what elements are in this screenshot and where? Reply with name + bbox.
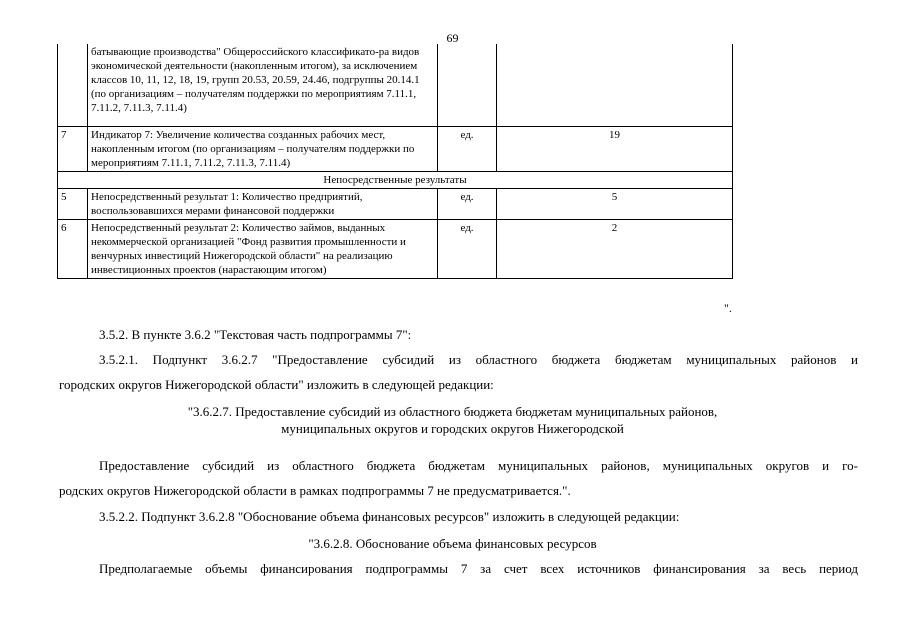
table-row <box>58 189 733 220</box>
row-number-cell <box>58 44 88 127</box>
row-number-cell: 7 <box>58 127 88 172</box>
indicators-table <box>57 44 733 279</box>
heading-3-6-2-7-line2: муниципальных округов и городских округов Нижегородской <box>281 421 624 436</box>
table-closing-quote: ". <box>724 301 732 315</box>
table-row <box>58 44 733 127</box>
table-row <box>58 127 733 172</box>
paragraph-subsidies-line2: родских округов Нижегородской области в рамках подпрограммы 7 не предусматривается.". <box>59 483 571 498</box>
paragraph-3-5-2: 3.5.2. В пункте 3.6.2 "Текстовая часть подпрограммы 7": <box>99 327 412 342</box>
paragraph-3-5-2-1-line1: 3.5.2.1. Подпункт 3.6.2.7 "Предоставление субсидий из областного бюджета бюджетам муниципальных районов и <box>99 352 858 367</box>
table-section-row <box>58 172 733 189</box>
row-number-cell: 5 <box>58 189 88 220</box>
unit-cell <box>438 44 497 127</box>
section-heading-cell: Непосредственные результаты <box>58 172 733 189</box>
page-number: 69 <box>446 31 459 45</box>
row-number-cell: 6 <box>58 220 88 279</box>
value-cell: 5 <box>497 189 733 220</box>
unit-cell: ед. <box>438 220 497 279</box>
paragraph-financing: Предполагаемые объемы финансирования подпрограммы 7 за счет всех источников финансирования за весь период <box>99 561 858 576</box>
unit-cell: ед. <box>438 189 497 220</box>
paragraph-3-5-2-2: 3.5.2.2. Подпункт 3.6.2.8 "Обоснование объема финансовых ресурсов" изложить в следующей редакции: <box>99 509 680 524</box>
indicator-text-cell: батывающие производства" Общероссийского классификато-ра видов экономической деятельности (накопленным итогом), за исключением классов 10, 11, 12, 18, 19, групп 20.53, 20.59, 24.46, подгруппы 20.14.1 (по организациям – получателям поддержки по мероприятиям 7.11.1, 7.11.2, 7.11.3, 7.11.4) <box>88 44 438 127</box>
heading-3-6-2-7-line1: "3.6.2.7. Предоставление субсидий из областного бюджета бюджетам муниципальных районов, <box>187 404 718 419</box>
heading-3-6-2-8: "3.6.2.8. Обоснование объема финансовых ресурсов <box>308 536 597 551</box>
paragraph-3-5-2-1-line2: городских округов Нижегородской области" изложить в следующей редакции: <box>59 377 494 392</box>
indicator-text-cell: Непосредственный результат 1: Количество предприятий, воспользовавшихся мерами финансовой поддержки <box>88 189 438 220</box>
indicator-text-cell: Непосредственный результат 2: Количество займов, выданных некоммерческой организацией "Фонд развития промышленности и венчурных инвестиций Нижегородской области" на реализацию инвестиционных проектов (нарастающим итогом) <box>88 220 438 279</box>
value-cell: 19 <box>497 127 733 172</box>
table-row <box>58 220 733 279</box>
indicator-text-cell: Индикатор 7: Увеличение количества созданных рабочих мест, накопленным итогом (по организациям – получателям поддержки по мероприятиям 7.11.1, 7.11.2, 7.11.3, 7.11.4) <box>88 127 438 172</box>
value-cell <box>497 44 733 127</box>
paragraph-subsidies-line1: Предоставление субсидий из областного бюджета бюджетам муниципальных районов, муниципальных округов и го- <box>99 458 858 473</box>
unit-cell: ед. <box>438 127 497 172</box>
value-cell: 2 <box>497 220 733 279</box>
